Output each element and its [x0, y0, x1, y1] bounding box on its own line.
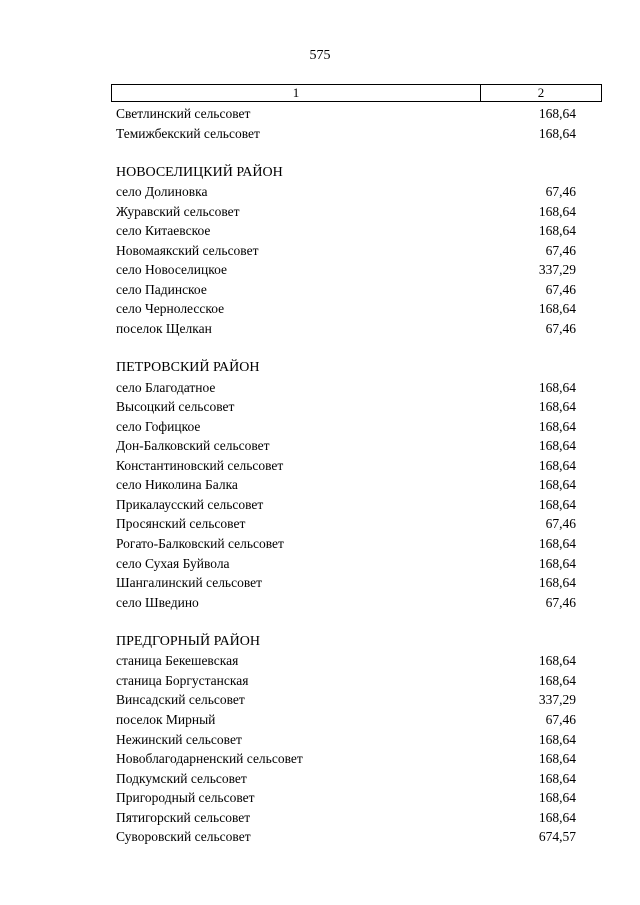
table-row: [116, 827, 576, 847]
settlement-name: Нежинский сельсовет: [116, 731, 242, 747]
settlement-name: Светлинский сельсовет: [116, 106, 251, 121]
settlement-value: 168,64: [538, 751, 576, 767]
section-spacer: [116, 143, 576, 163]
table-row: [116, 124, 576, 144]
settlement-value: 168,64: [538, 555, 576, 571]
table-row: [116, 651, 576, 671]
table-row: [116, 378, 576, 398]
section-spacer: [116, 612, 576, 632]
settlement-name: Пригородный сельсовет: [116, 790, 255, 806]
settlement-name: село Китаевское: [116, 223, 211, 239]
settlement-name: Прикалаусский сельсовет: [116, 496, 264, 512]
settlement-name: село Падинское: [116, 281, 207, 297]
settlement-name: Пятигорский сельсовет: [116, 809, 251, 825]
page-number: 575: [309, 48, 331, 63]
settlement-value: 168,64: [538, 418, 576, 434]
settlement-name: село Сухая Буйвола: [116, 555, 230, 571]
settlement-value: 168,64: [538, 379, 576, 395]
settlement-value: 168,64: [538, 125, 576, 141]
table-row: [116, 710, 576, 730]
table-row: [116, 671, 576, 691]
settlement-name: село Долиновка: [116, 184, 208, 200]
table-row: [116, 397, 576, 417]
table-row: [116, 260, 576, 280]
district-heading: НОВОСЕЛИЦКИЙ РАЙОН: [116, 164, 283, 180]
settlement-value: 337,29: [538, 692, 576, 708]
settlement-name: Суворовский сельсовет: [116, 829, 251, 845]
table-row: [116, 221, 576, 241]
settlement-name: Высоцкий сельсовет: [116, 399, 235, 415]
table-body: [116, 104, 576, 847]
column-header-1: 1: [112, 85, 481, 101]
table-row: [116, 514, 576, 534]
settlement-name: село Благодатное: [116, 379, 216, 395]
table-row: [116, 788, 576, 808]
settlement-value: 168,64: [538, 477, 576, 493]
settlement-value: 67,46: [545, 242, 576, 258]
settlement-value: 168,64: [538, 399, 576, 415]
settlement-value: 168,64: [538, 770, 576, 786]
settlement-value: 168,64: [538, 731, 576, 747]
table-row: [116, 202, 576, 222]
settlement-name: Константиновский сельсовет: [116, 457, 284, 473]
settlement-value: 168,64: [538, 575, 576, 591]
settlement-value: 67,46: [545, 711, 576, 727]
settlement-name: поселок Мирный: [116, 711, 216, 727]
settlement-value: 168,64: [538, 223, 576, 239]
settlement-name: Темижбекский сельсовет: [116, 125, 260, 141]
settlement-value: 168,64: [538, 496, 576, 512]
table-row: [116, 436, 576, 456]
settlement-name: село Николина Балка: [116, 477, 238, 493]
table-row: [116, 417, 576, 437]
settlement-name: село Гофицкое: [116, 418, 201, 434]
settlement-value: 67,46: [545, 321, 576, 337]
settlement-name: Новомаякский сельсовет: [116, 242, 259, 258]
settlement-name: Рогато-Балковский сельсовет: [116, 536, 284, 552]
settlement-name: Шангалинский сельсовет: [116, 575, 263, 591]
district-heading: ПРЕДГОРНЫЙ РАЙОН: [116, 633, 261, 649]
settlement-value: 168,64: [538, 457, 576, 473]
settlement-value: 67,46: [545, 281, 576, 297]
settlement-name: село Новоселицкое: [116, 262, 227, 278]
settlement-name: Дон-Балковский сельсовет: [116, 438, 270, 454]
table-row: [116, 534, 576, 554]
table-row: [116, 554, 576, 574]
settlement-value: 168,64: [538, 672, 576, 688]
settlement-value: 168,64: [538, 203, 576, 219]
table-row: [116, 319, 576, 339]
table-row: [116, 104, 576, 124]
settlement-value: 67,46: [545, 184, 576, 200]
table-row: [116, 573, 576, 593]
settlement-name: Новоблагодарненский сельсовет: [116, 751, 303, 767]
table-row: [116, 730, 576, 750]
settlement-value: 168,64: [538, 106, 576, 121]
table-row: [116, 299, 576, 319]
table-row: [116, 593, 576, 613]
settlement-value: 168,64: [538, 653, 576, 669]
settlement-value: 168,64: [538, 790, 576, 806]
table-row: [116, 808, 576, 828]
settlement-name: Просянский сельсовет: [116, 516, 246, 532]
settlement-name: станица Бекешевская: [116, 653, 239, 669]
settlement-value: 67,46: [545, 594, 576, 610]
table-row: [116, 749, 576, 769]
settlement-name: село Чернолесское: [116, 301, 225, 317]
settlement-name: Журавский сельсовет: [116, 203, 240, 219]
settlement-name: Винсадский сельсовет: [116, 692, 245, 708]
column-header-row: [111, 84, 602, 102]
table-row: [116, 475, 576, 495]
settlement-value: 67,46: [545, 516, 576, 532]
section-spacer: [116, 339, 576, 359]
settlement-name: село Шведино: [116, 594, 199, 610]
settlement-name: станица Боргустанская: [116, 672, 249, 688]
table-row: [116, 241, 576, 261]
district-heading: ПЕТРОВСКИЙ РАЙОН: [116, 360, 260, 376]
settlement-value: 674,57: [538, 829, 576, 845]
table-row: [116, 495, 576, 515]
table-row: [116, 456, 576, 476]
settlement-value: 337,29: [538, 262, 576, 278]
table-row: [116, 690, 576, 710]
settlement-name: Подкумский сельсовет: [116, 770, 247, 786]
table-row: [116, 769, 576, 789]
settlement-value: 168,64: [538, 438, 576, 454]
column-header-2: 2: [537, 85, 545, 100]
settlement-value: 168,64: [538, 301, 576, 317]
settlement-name: поселок Щелкан: [116, 321, 212, 337]
settlement-value: 168,64: [538, 536, 576, 552]
table-row: [116, 280, 576, 300]
table-row: [116, 182, 576, 202]
settlement-value: 168,64: [538, 809, 576, 825]
